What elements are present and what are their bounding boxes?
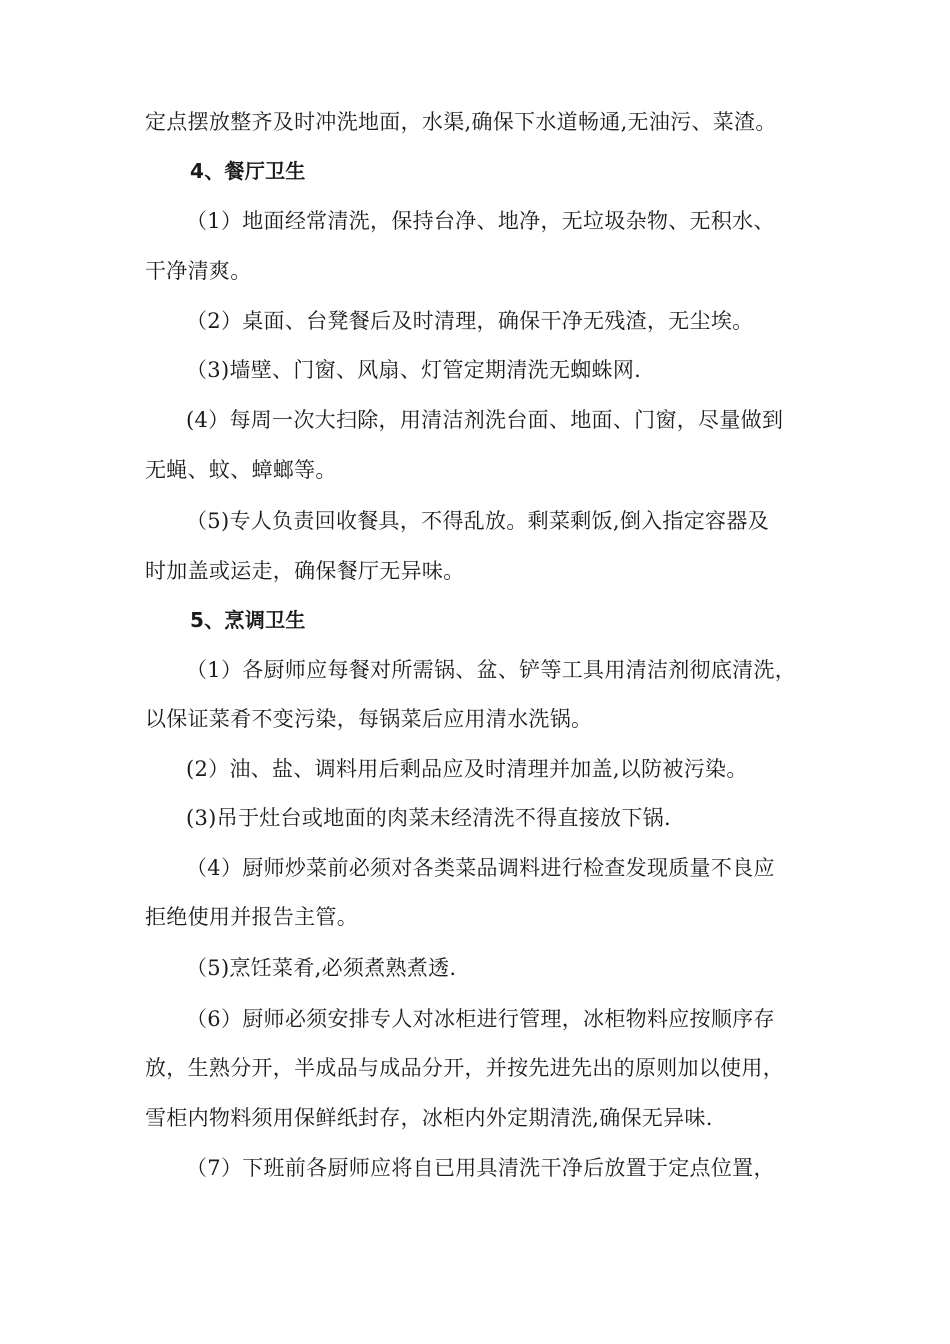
paragraph-line: (2）油、盐、调料用后剩品应及时清理并加盖,以防被污染。 (186, 757, 748, 781)
paragraph-line: 以保证菜肴不变污染，每锅菜后应用清水洗锅。 (145, 707, 593, 731)
paragraph-line: 时加盖或运走，确保餐厅无异味。 (145, 559, 465, 583)
paragraph-line: （1）各厨师应每餐对所需锅、盆、铲等工具用清洁剂彻底清洗， (186, 658, 797, 682)
paragraph-line: (3)吊于灶台或地面的肉菜未经清洗不得直接放下锅. (186, 806, 671, 830)
paragraph-line: 定点摆放整齐及时冲洗地面，水渠,确保下水道畅通,无油污、菜渣。 (145, 110, 777, 134)
paragraph-line: (4）每周一次大扫除，用清洁剂洗台面、地面、门窗，尽量做到 (186, 408, 784, 432)
paragraph-line: （4）厨师炒菜前必须对各类菜品调料进行检查发现质量不良应 (186, 856, 775, 880)
paragraph-line: （6）厨师必须安排专人对冰柜进行管理，冰柜物料应按顺序存 (186, 1007, 775, 1031)
paragraph-line: （5)专人负责回收餐具，不得乱放。剩菜剩饭,倒入指定容器及 (186, 509, 769, 533)
paragraph-line: （5)烹饪菜肴,必须煮熟煮透. (186, 956, 457, 980)
paragraph-line: 无蝇、蚊、蟑螂等。 (145, 458, 337, 482)
section-heading-dining-hall: 4、餐厅卫生 (190, 159, 306, 183)
paragraph-line: 雪柜内物料须用保鲜纸封存，冰柜内外定期清洗,确保无异味. (145, 1106, 713, 1130)
paragraph-line: （1）地面经常清洗，保持台净、地净，无垃圾杂物、无积水、 (186, 209, 775, 233)
paragraph-line: （7）下班前各厨师应将自已用具清洗干净后放置于定点位置， (186, 1156, 775, 1180)
paragraph-line: （3)墙壁、门窗、风扇、灯管定期清洗无蜘蛛网. (186, 358, 642, 382)
paragraph-line: 干净清爽。 (145, 259, 252, 283)
section-heading-cooking: 5、烹调卫生 (190, 608, 306, 632)
paragraph-line: 拒绝使用并报告主管。 (145, 905, 358, 929)
paragraph-line: （2）桌面、台凳餐后及时清理，确保干净无残渣，无尘埃。 (186, 309, 754, 333)
paragraph-line: 放，生熟分开，半成品与成品分开，并按先进先出的原则加以使用， (145, 1056, 784, 1080)
